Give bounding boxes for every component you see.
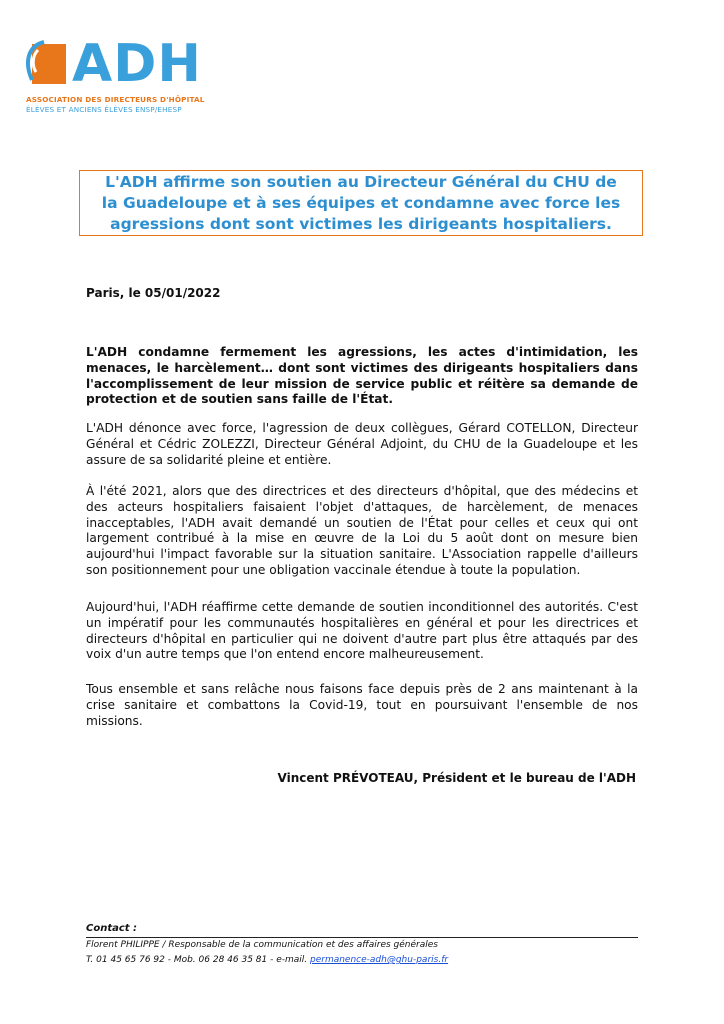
paragraph-3: À l'été 2021, alors que des directrices et des directeurs d'hôpital, que des médecins et des acteurs hospitaliers faisaient l'objet d'attaques, de harcèlement, de menaces inacceptables, l'ADH avait demandé un soutien de l'État pour celles et ceux qui ont largement contribué à la mise en œuvre de la Loi du 5 août dont on mesure bien aujourd'hui l'impact favorable sur la situation sanitaire. L'Association rappelle d'ailleurs son positionnement pour une obligation vaccinale étendue à toute la population. — [86, 484, 638, 577]
document-date: Paris, le 05/01/2022 — [86, 286, 221, 300]
paragraph-5: Tous ensemble et sans relâche nous faisons face depuis près de 2 ans maintenant à la crise sanitaire et combattons la Covid-19, tout en poursuivant l'ensemble de nos missions. — [86, 682, 638, 728]
logo-subtitle-line1: ASSOCIATION DES DIRECTEURS D'HÔPITAL — [26, 95, 205, 104]
contact-phone: T. 01 45 65 76 92 - Mob. 06 28 46 35 81 - e-mail. — [86, 955, 310, 965]
contact-email-link[interactable]: permanence-adh@ghu-paris.fr — [310, 955, 449, 965]
contact-person: Florent PHILIPPE / Responsable de la communication et des affaires générales — [86, 940, 438, 950]
adh-logo-mark-icon — [22, 40, 70, 88]
paragraph-1: L'ADH condamne fermement les agressions, les actes d'intimidation, les menaces, le harcèlement… dont sont victimes des dirigeants hospitaliers dans l'accomplissement de leur mission de service public et réitère sa demande de protection et de soutien sans faille de l'État. — [86, 345, 638, 407]
adh-logo — [22, 36, 232, 120]
paragraph-2: L'ADH dénonce avec force, l'agression de deux collègues, Gérard COTELLON, Directeur Général et Cédric ZOLEZZI, Directeur Général Adjoint, du CHU de la Guadeloupe et les assure de sa solidarité pleine et entière. — [86, 421, 638, 467]
logo-subtitle-line2: ÉLÈVES ET ANCIENS ÉLÈVES ENSP/EHESP — [26, 105, 182, 114]
logo-text: ADH — [72, 34, 202, 94]
document-title: L'ADH affirme son soutien au Directeur Général du CHU de la Guadeloupe et à ses équipes et condamne avec force les agressions dont sont victimes les dirigeants hospitaliers. — [101, 172, 621, 233]
paragraph-4: Aujourd'hui, l'ADH réaffirme cette demande de soutien inconditionnel des autorités. C'est un impératif pour les communautés hospitalières en général et pour les directrices et directeurs d'hôpital en particulier qui ne doivent d'autre part plus être attaqués par des voix d'un autre temps que l'on entend encore malheureusement. — [86, 600, 638, 662]
contact-details — [86, 955, 448, 965]
title-box — [79, 170, 643, 236]
signature: Vincent PRÉVOTEAU, Président et le bureau de l'ADH — [277, 771, 636, 785]
contact-divider — [86, 937, 638, 938]
contact-label: Contact : — [86, 923, 138, 934]
